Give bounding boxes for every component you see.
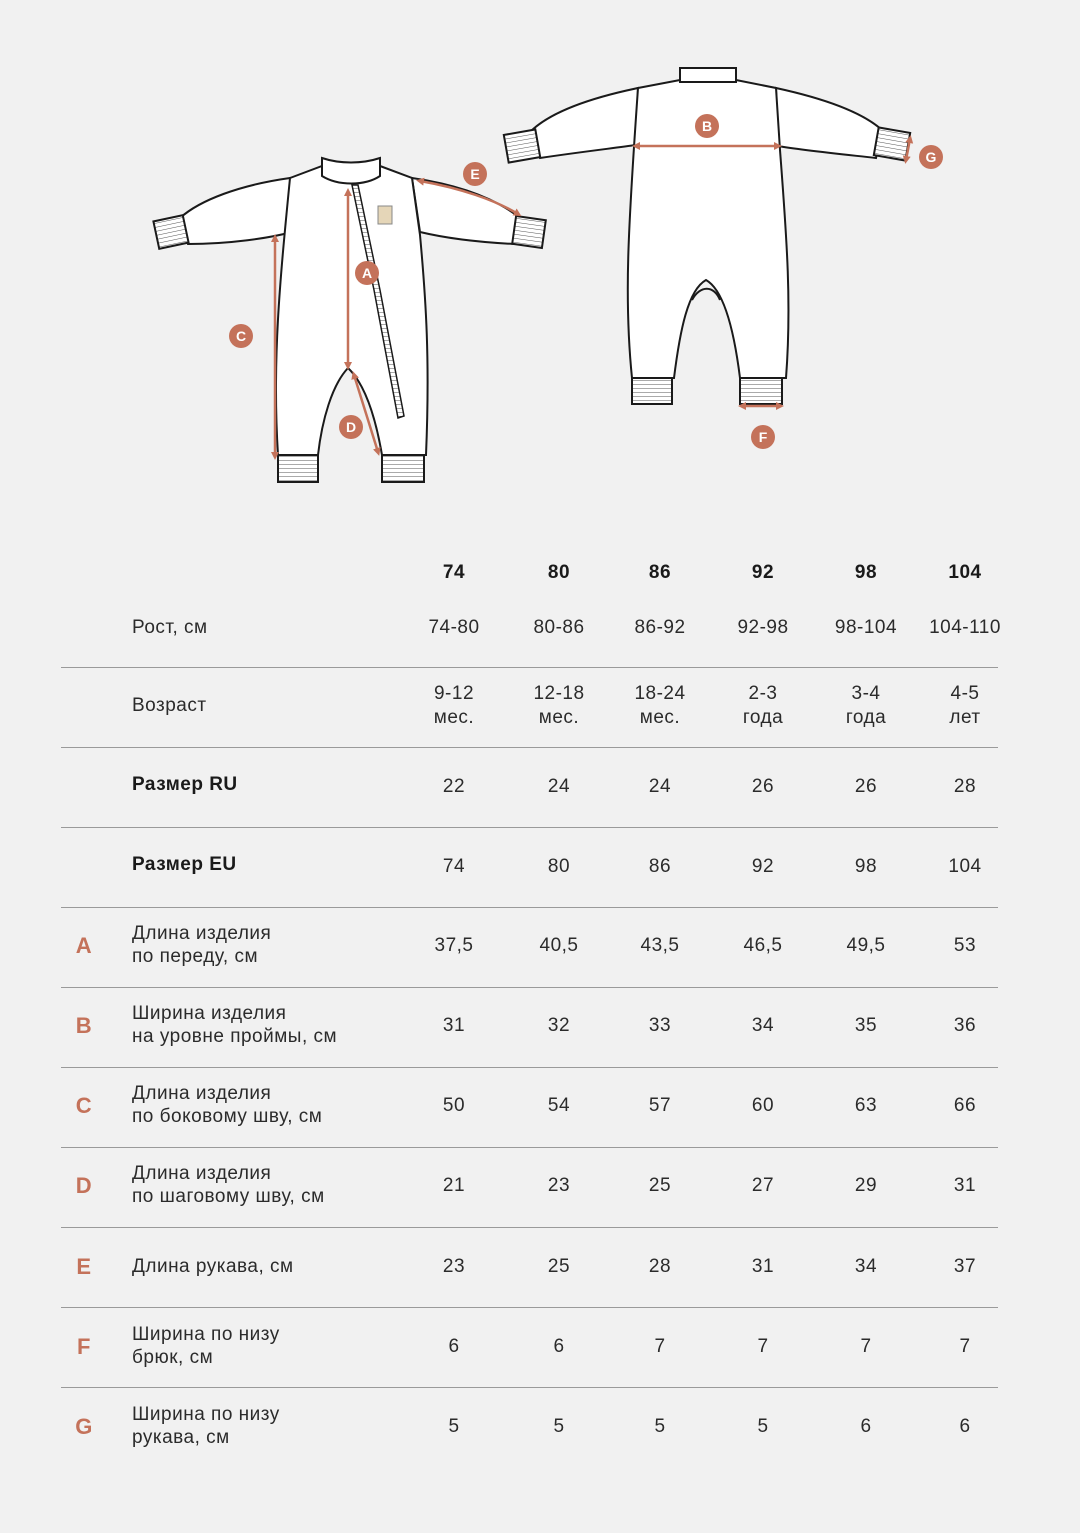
row-letter: D [75,1173,93,1198]
table-cell: 37,5 [434,935,474,956]
table-cell: 80-86 [533,617,585,638]
row-divider [61,1307,998,1308]
table-cell: 28 [648,1256,672,1277]
size-header: 74 [442,562,466,583]
row-letter: B [75,1013,93,1038]
table-cell: 60 [751,1095,775,1116]
table-cell: 98 [854,856,878,877]
row-letter: G [75,1414,93,1439]
diagram-label-f: F [758,429,768,445]
row-divider [61,827,998,828]
table-cell: 6 [959,1416,971,1437]
table-cell: 7 [959,1336,971,1357]
row-divider [61,667,998,668]
table-cell: 92 [751,856,775,877]
table-cell: 49,5 [846,935,886,956]
garment-diagram [0,0,1080,520]
table-cell: 26 [751,776,775,797]
table-cell: 74 [442,856,466,877]
table-cell: 66 [953,1095,977,1116]
table-cell: 27 [751,1175,775,1196]
table-cell: 25 [547,1256,571,1277]
table-cell: 53 [953,935,977,956]
table-cell: 5 [448,1416,460,1437]
row-label: Рост, см [132,617,208,638]
table-cell: 46,5 [743,935,783,956]
table-cell: 36 [953,1015,977,1036]
row-label: Длина изделия по боковому шву, см [132,1083,323,1127]
table-cell: 23 [442,1256,466,1277]
table-cell: 35 [854,1015,878,1036]
row-label: Ширина изделия на уровне проймы, см [132,1003,338,1047]
diagram-label-b: B [701,118,713,134]
row-label: Размер RU [132,774,238,795]
table-cell: 54 [547,1095,571,1116]
row-letter: A [75,933,93,958]
diagram-label-g: G [925,149,937,165]
table-cell: 86 [648,856,672,877]
table-cell: 4-5 лет [949,683,981,728]
row-label: Длина изделия по переду, см [132,923,272,967]
table-cell: 80 [547,856,571,877]
size-header: 80 [547,562,571,583]
table-cell: 57 [648,1095,672,1116]
table-cell: 43,5 [640,935,680,956]
table-cell: 3-4 года [845,683,887,728]
table-cell: 25 [648,1175,672,1196]
row-letter: F [77,1334,91,1359]
table-cell: 33 [648,1015,672,1036]
size-header: 92 [751,562,775,583]
table-cell: 31 [953,1175,977,1196]
table-cell: 21 [442,1175,466,1196]
diagram-label-d: D [345,419,357,435]
table-cell: 7 [654,1336,666,1357]
row-label: Ширина по низу рукава, см [132,1404,280,1448]
table-cell: 104-110 [929,617,1001,638]
row-divider [61,1067,998,1068]
table-cell: 24 [648,776,672,797]
table-cell: 28 [953,776,977,797]
diagram-label-e: E [470,166,480,182]
table-cell: 32 [547,1015,571,1036]
table-cell: 63 [854,1095,878,1116]
size-header: 98 [854,562,878,583]
table-cell: 24 [547,776,571,797]
table-cell: 98-104 [834,617,898,638]
row-divider [61,747,998,748]
diagram-label-a: A [361,265,373,281]
row-label: Длина рукава, см [132,1256,294,1277]
table-cell: 40,5 [539,935,579,956]
table-cell: 7 [860,1336,872,1357]
table-cell: 12-18 мес. [533,683,585,728]
table-cell: 7 [757,1336,769,1357]
table-cell: 31 [751,1256,775,1277]
diagram-label-c: C [235,328,247,344]
table-cell: 34 [751,1015,775,1036]
table-cell: 86-92 [634,617,686,638]
row-divider [61,1227,998,1228]
table-cell: 6 [448,1336,460,1357]
table-cell: 50 [442,1095,466,1116]
table-cell: 18-24 мес. [634,683,686,728]
row-label: Размер EU [132,854,237,875]
row-letter: E [76,1254,92,1279]
row-label: Ширина по низу брюк, см [132,1324,280,1368]
table-cell: 29 [854,1175,878,1196]
table-cell: 23 [547,1175,571,1196]
row-divider [61,1147,998,1148]
size-header: 104 [948,562,982,583]
table-cell: 34 [854,1256,878,1277]
table-cell: 92-98 [737,617,789,638]
table-cell: 5 [757,1416,769,1437]
table-cell: 22 [442,776,466,797]
table-cell: 31 [442,1015,466,1036]
table-cell: 6 [553,1336,565,1357]
table-cell: 74-80 [428,617,480,638]
table-cell: 2-3 года [742,683,784,728]
table-cell: 26 [854,776,878,797]
table-cell: 5 [654,1416,666,1437]
table-cell: 104 [948,856,982,877]
table-cell: 5 [553,1416,565,1437]
row-divider [61,907,998,908]
row-divider [61,987,998,988]
row-label: Длина изделия по шаговому шву, см [132,1163,325,1207]
row-divider [61,1387,998,1388]
row-letter: C [75,1093,93,1118]
table-cell: 9-12 мес. [433,683,475,728]
table-cell: 6 [860,1416,872,1437]
row-label: Возраст [132,695,207,716]
size-header: 86 [648,562,672,583]
table-cell: 37 [953,1256,977,1277]
